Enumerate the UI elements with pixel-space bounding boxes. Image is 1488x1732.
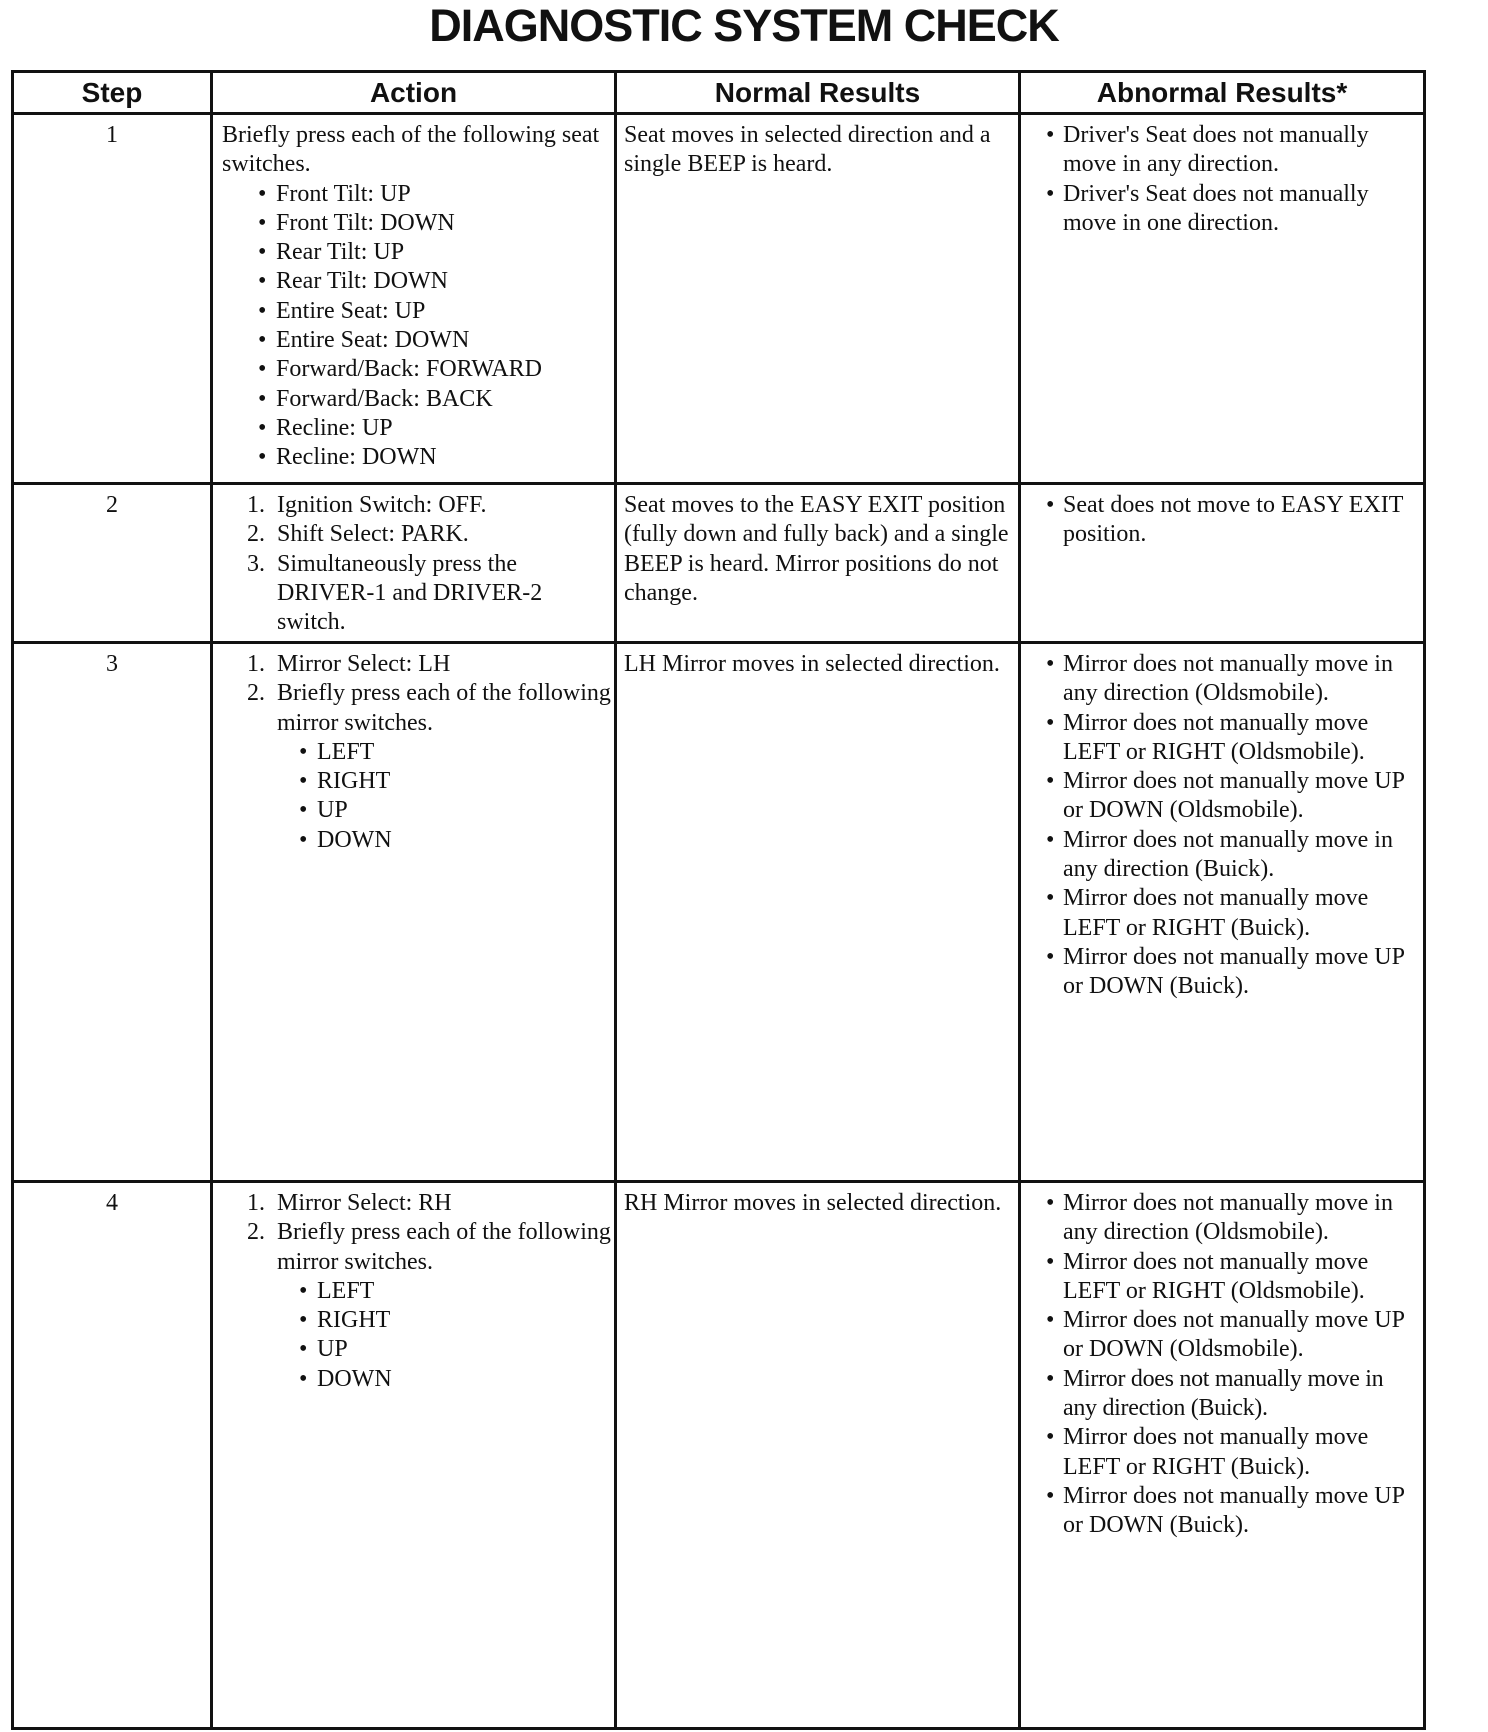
abnormal-list [1063,650,1417,1002]
step-text: Briefly press each of the following mirror switches. [277,680,611,736]
step-number: 1 [13,114,212,484]
list-item: • Forward/Back: BACK [276,385,614,414]
abnormal-results-cell [1020,1182,1425,1729]
step-text: Simultaneously press the DRIVER-1 and DRIVER-2 switch. [277,550,543,636]
list-item: • Mirror does not manually move in any direction (Buick). [1063,826,1417,885]
list-item: • Mirror does not manually move in any direction (Oldsmobile). [1063,650,1417,709]
step-number: 2 [13,484,212,643]
list-item: • Mirror does not manually move UP or DOWN (Oldsmobile). [1063,1306,1417,1365]
list-item: • Rear Tilt: DOWN [276,267,614,296]
page-title: DIAGNOSTIC SYSTEM CHECK [429,0,1059,51]
step-marker: 1. [247,1190,265,1216]
list-item: • Mirror does not manually move in any direction (Buick). [1063,1365,1417,1424]
list-item: • DOWN [317,826,614,855]
step-marker: 2. [247,1219,265,1246]
mirror-switch-list [277,738,614,855]
list-item: • RIGHT [317,767,614,796]
list-item: • Forward/Back: FORWARD [276,355,614,384]
abnormal-list [1063,1189,1417,1541]
list-item: • DOWN [317,1365,614,1394]
list-item: • Mirror does not manually move LEFT or RIGHT (Oldsmobile). [1063,709,1417,768]
list-item: • Rear Tilt: UP [276,238,614,267]
step-number: 3 [13,643,212,1182]
abnormal-results-cell [1020,114,1425,484]
list-item: • Mirror does not manually move UP or DOWN (Buick). [1063,943,1417,1002]
normal-result: Seat moves to the EASY EXIT position (fully down and fully back) and a single BEEP is heard. Mirror positions do not change. [616,484,1020,643]
abnormal-results-cell [1020,484,1425,643]
table-row [13,643,1425,1182]
header-action: Action [212,72,616,114]
step-number: 4 [13,1182,212,1729]
list-item: • Mirror does not manually move LEFT or RIGHT (Oldsmobile). [1063,1248,1417,1307]
list-item: • Driver's Seat does not manually move in one direction. [1063,180,1417,239]
header-row [13,72,1425,114]
action-cell [212,114,616,484]
list-item: • LEFT [317,1277,614,1306]
action-intro: Briefly press each of the following seat switches. [222,122,600,178]
header-abnormal-results: Abnormal Results* [1020,72,1425,114]
step-marker: 2. [247,521,265,548]
action-cell [212,643,616,1182]
numbered-steps [222,491,614,637]
list-item: • UP [317,796,614,825]
step-marker: 3. [247,550,265,577]
action-cell [212,484,616,643]
header-step: Step [13,72,212,114]
list-item: • Front Tilt: UP [276,180,614,209]
list-item: • Driver's Seat does not manually move in any direction. [1063,121,1417,180]
step-text: Shift Select: PARK. [277,521,469,548]
header-normal-results: Normal Results [616,72,1020,114]
step-text: Mirror Select: LH [277,651,451,677]
list-item [247,650,614,679]
switch-list [222,180,614,473]
normal-result: LH Mirror moves in selected direction. [616,643,1020,1182]
normal-result: Seat moves in selected direction and a single BEEP is heard. [616,114,1020,484]
list-item: • Recline: DOWN [276,443,614,472]
list-item: • Mirror does not manually move UP or DOWN (Oldsmobile). [1063,767,1417,826]
list-item: • Seat does not move to EASY EXIT position. [1063,491,1417,550]
list-item: • RIGHT [317,1306,614,1335]
mirror-switch-list [277,1277,614,1394]
table-row [13,484,1425,643]
abnormal-results-cell [1020,643,1425,1182]
step-marker: 1. [247,651,265,677]
list-item [247,520,614,549]
list-item [247,679,614,855]
abnormal-list [1063,121,1417,238]
abnormal-list [1063,491,1417,550]
table-row [13,114,1425,484]
diagnostic-table [11,70,1426,1730]
list-item: • Mirror does not manually move UP or DOWN (Buick). [1063,1482,1417,1541]
action-cell [212,1182,616,1729]
list-item [247,1189,614,1218]
list-item [247,1218,614,1394]
table-row [13,1182,1425,1729]
list-item: • UP [317,1335,614,1364]
list-item: • Mirror does not manually move in any direction (Oldsmobile). [1063,1189,1417,1248]
list-item [247,491,614,520]
step-text: Ignition Switch: OFF. [277,492,487,518]
step-text: Mirror Select: RH [277,1190,452,1216]
list-item: • Entire Seat: DOWN [276,326,614,355]
list-item: • Mirror does not manually move LEFT or RIGHT (Buick). [1063,1423,1417,1482]
list-item: • Mirror does not manually move LEFT or RIGHT (Buick). [1063,884,1417,943]
list-item: • LEFT [317,738,614,767]
numbered-steps [222,650,614,855]
step-marker: 2. [247,680,265,707]
list-item: • Entire Seat: UP [276,297,614,326]
list-item: • Recline: UP [276,414,614,443]
list-item [247,550,614,638]
normal-result: RH Mirror moves in selected direction. [616,1182,1020,1729]
numbered-steps [222,1189,614,1394]
step-marker: 1. [247,492,265,518]
list-item: • Front Tilt: DOWN [276,209,614,238]
step-text: Briefly press each of the following mirror switches. [277,1219,611,1275]
